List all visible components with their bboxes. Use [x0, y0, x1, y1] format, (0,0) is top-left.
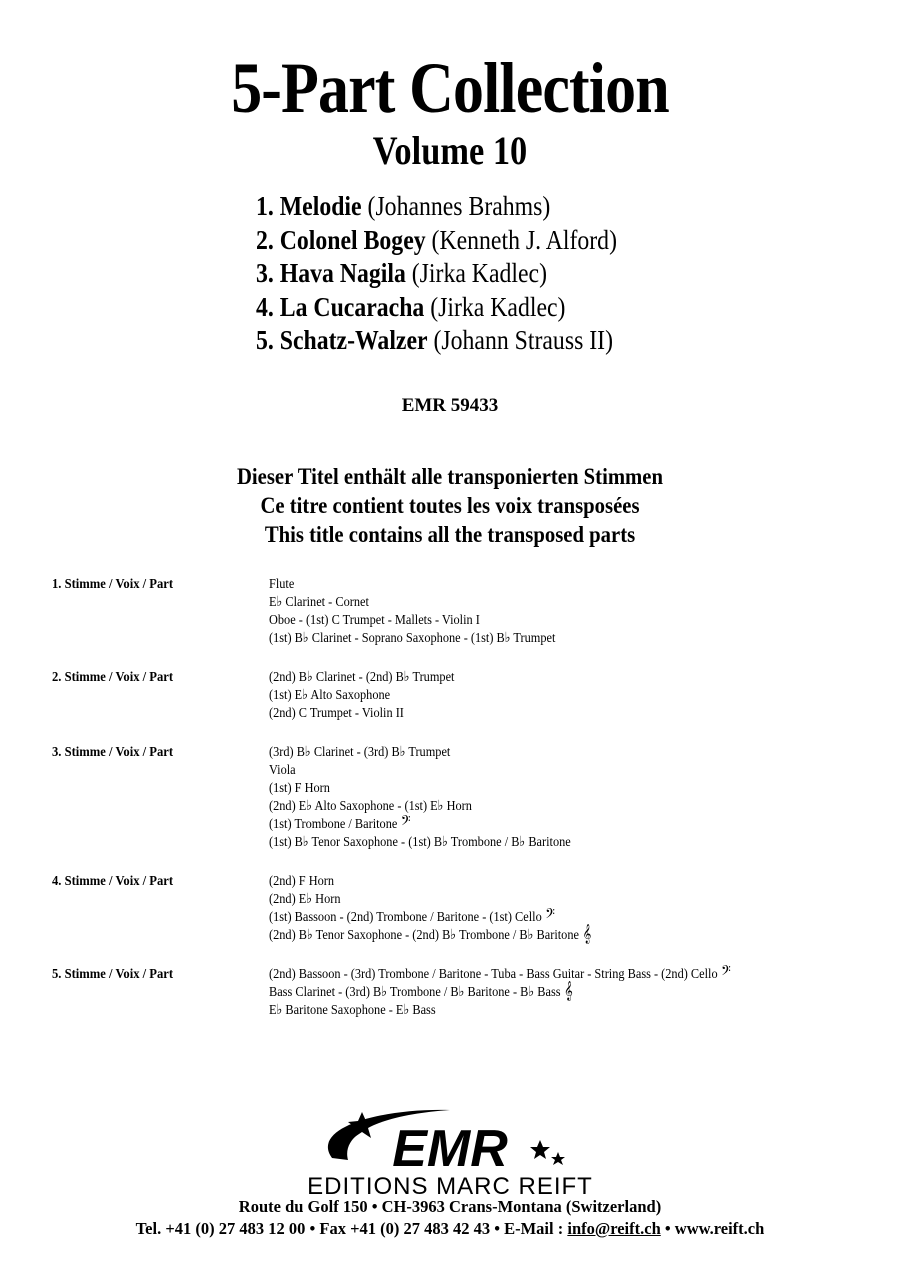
track-number: 4.: [256, 291, 274, 322]
part-group-instruments: [269, 669, 872, 723]
instrument-line: [269, 612, 800, 630]
track-name: La Cucaracha: [279, 291, 425, 322]
contact-phone-fax: Tel. +41 (0) 27 483 12 00 • Fax +41 (0) 27 483 42 43 • E-Mail :: [135, 1219, 568, 1238]
track-composer: (Jirka Kadlec): [430, 291, 566, 322]
track-name: Colonel Bogey: [279, 224, 426, 255]
instrument-text: Oboe - (1st) C Trumpet - Mallets - Violin I: [269, 613, 480, 628]
instrument-line: [269, 906, 800, 927]
instrument-text: (1st) Bassoon - (2nd) Trombone / Baritone - (1st) Cello: [269, 910, 542, 925]
track-list: [256, 190, 666, 358]
track-name: Schatz-Walzer: [279, 325, 428, 355]
track-item: [256, 224, 617, 258]
instrument-line: [269, 798, 800, 816]
track-item: [256, 324, 617, 358]
instrument-line: [269, 705, 800, 723]
treble-clef-icon: 𝄞: [564, 981, 573, 1000]
part-group: [52, 669, 872, 723]
instrument-text: (1st) Trombone / Baritone: [269, 817, 398, 832]
track-composer: (Kenneth J. Alford): [431, 224, 617, 255]
part-group-instruments: [269, 744, 872, 852]
part-group-instruments: [269, 963, 872, 1020]
instrument-text: (2nd) B♭ Tenor Saxophone - (2nd) B♭ Trombone / B♭ Baritone: [269, 928, 579, 943]
part-group: [52, 576, 872, 648]
bass-clef-icon: 𝄢: [545, 906, 555, 925]
treble-clef-icon: 𝄞: [582, 924, 592, 943]
part-group-label: 2. Stimme / Voix / Part: [52, 670, 174, 685]
instrument-line: [269, 963, 800, 984]
instrument-line: [269, 594, 800, 612]
instrument-line: [269, 924, 800, 945]
instrument-text: (3rd) B♭ Clarinet - (3rd) B♭ Trumpet: [269, 745, 451, 760]
instrument-text: E♭ Baritone Saxophone - E♭ Bass: [269, 1003, 436, 1018]
instrument-text: (1st) B♭ Tenor Saxophone - (1st) B♭ Trombone / B♭ Baritone: [269, 835, 571, 850]
instrument-line: [269, 762, 800, 780]
instrument-line: [269, 630, 800, 648]
instrument-line: [269, 873, 800, 891]
logo-star-icon: [551, 1152, 565, 1165]
instrument-text: Viola: [269, 763, 296, 778]
bass-clef-icon: 𝄢: [400, 813, 411, 832]
part-group-label: 3. Stimme / Voix / Part: [52, 745, 174, 760]
instrument-line: [269, 981, 800, 1002]
part-group-label: 1. Stimme / Voix / Part: [52, 577, 174, 592]
instrument-text: (2nd) E♭ Horn: [269, 892, 341, 907]
part-group: [52, 963, 872, 1020]
email-link[interactable]: info@reift.ch: [567, 1219, 661, 1238]
contact-website[interactable]: • www.reift.ch: [660, 1219, 765, 1238]
track-number: 3.: [256, 258, 274, 288]
track-composer: (Jirka Kadlec): [411, 258, 548, 288]
note-english: This title contains all the transposed parts: [264, 522, 636, 547]
track-item: [256, 190, 617, 224]
emr-logo: [240, 1100, 660, 1200]
track-number: 5.: [256, 325, 274, 355]
track-name: Melodie: [279, 191, 362, 221]
logo-text: EMR: [392, 1120, 508, 1178]
instrument-line: [269, 891, 800, 909]
instrument-text: (2nd) C Trumpet - Violin II: [269, 706, 404, 721]
publisher-name: EDITIONS MARC REIFT: [307, 1173, 593, 1200]
track-number: 1.: [256, 191, 274, 221]
instrument-line: [269, 576, 800, 594]
bass-clef-icon: 𝄢: [721, 963, 731, 982]
transposition-notes: [0, 462, 900, 549]
note-german: Dieser Titel enthält alle transponierten Stimmen: [236, 464, 664, 489]
track-number: 2.: [256, 224, 274, 255]
instrument-line: [269, 813, 800, 834]
instrument-line: [269, 780, 800, 798]
part-group-instruments: [269, 576, 872, 648]
part-group-label: 5. Stimme / Voix / Part: [52, 967, 174, 982]
part-group: [52, 873, 872, 945]
instrument-text: Flute: [269, 577, 295, 592]
instrument-text: (1st) B♭ Clarinet - Soprano Saxophone - (1st) B♭ Trumpet: [269, 631, 556, 646]
instrument-text: (2nd) E♭ Alto Saxophone - (1st) E♭ Horn: [269, 799, 472, 814]
note-french: Ce titre contient toutes les voix transposées: [260, 493, 640, 518]
volume-subtitle: Volume 10: [372, 128, 528, 173]
track-item: [256, 257, 617, 291]
part-group-instruments: [269, 873, 872, 945]
instrument-text: (2nd) Bassoon - (3rd) Trombone / Baritone - Tuba - Bass Guitar - String Bass - (2nd) Cello: [269, 967, 718, 982]
publisher-address: Route du Golf 150 • CH-3963 Crans-Montana (Switzerland): [238, 1197, 662, 1216]
page-title: 5-Part Collection: [231, 48, 669, 128]
instrument-text: (2nd) F Horn: [269, 874, 335, 889]
logo-star-icon: [530, 1140, 550, 1159]
instrument-text: (1st) E♭ Alto Saxophone: [269, 688, 391, 703]
instrument-text: Bass Clarinet - (3rd) B♭ Trombone / B♭ Baritone - B♭ Bass: [269, 985, 561, 1000]
track-composer: (Johannes Brahms): [367, 191, 551, 221]
track-composer: (Johann Strauss II): [433, 325, 613, 355]
instrument-text: (2nd) B♭ Clarinet - (2nd) B♭ Trumpet: [269, 670, 455, 685]
publisher-contact: [0, 1218, 900, 1240]
track-item: [256, 291, 617, 325]
track-name: Hava Nagila: [279, 258, 406, 288]
parts-list: [52, 576, 872, 1041]
part-group-label: 4. Stimme / Voix / Part: [52, 874, 174, 889]
catalog-code: EMR 59433: [401, 395, 499, 416]
instrument-line: [269, 1002, 800, 1020]
instrument-line: [269, 669, 800, 687]
instrument-line: [269, 744, 800, 762]
instrument-line: [269, 687, 800, 705]
instrument-line: [269, 834, 800, 852]
instrument-text: (1st) F Horn: [269, 781, 330, 796]
part-group: [52, 744, 872, 852]
instrument-text: E♭ Clarinet - Cornet: [269, 595, 369, 610]
